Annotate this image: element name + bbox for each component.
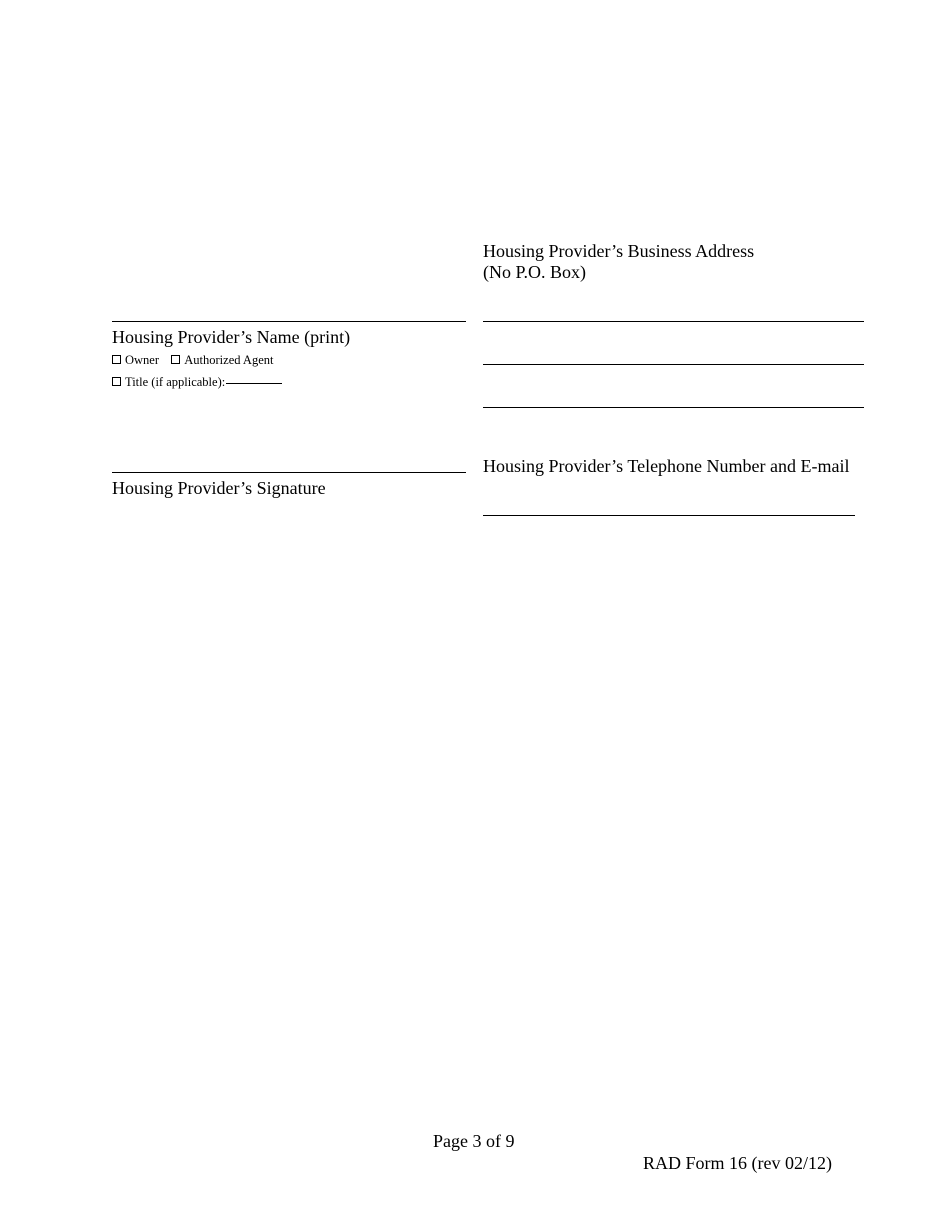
- title-checkbox[interactable]: [112, 377, 121, 386]
- role-checkboxes: [112, 353, 273, 368]
- business-address-label: Housing Provider’s Business Address: [483, 241, 755, 261]
- address-line-2[interactable]: [483, 364, 864, 365]
- title-row: [112, 375, 282, 390]
- title-label: Title (if applicable):: [125, 375, 226, 389]
- phone-email-label: Housing Provider’s Telephone Number and E-mail: [483, 456, 850, 476]
- signature-label: Housing Provider’s Signature: [112, 478, 326, 498]
- address-line-3[interactable]: [483, 407, 864, 408]
- title-blank[interactable]: [226, 383, 282, 384]
- authorized-agent-label: Authorized Agent: [184, 353, 274, 367]
- owner-label: Owner: [125, 353, 160, 367]
- authorized-agent-checkbox[interactable]: [171, 355, 180, 364]
- name-print-label: Housing Provider’s Name (print): [112, 327, 351, 347]
- owner-checkbox[interactable]: [112, 355, 121, 364]
- no-po-box-note: (No P.O. Box): [483, 262, 587, 282]
- form-identifier: RAD Form 16 (rev 02/12): [643, 1153, 832, 1173]
- page-number: Page 3 of 9: [433, 1131, 515, 1151]
- phone-email-line[interactable]: [483, 515, 855, 516]
- address-line-1[interactable]: [483, 321, 864, 322]
- name-print-line[interactable]: [112, 321, 466, 322]
- signature-line[interactable]: [112, 472, 466, 473]
